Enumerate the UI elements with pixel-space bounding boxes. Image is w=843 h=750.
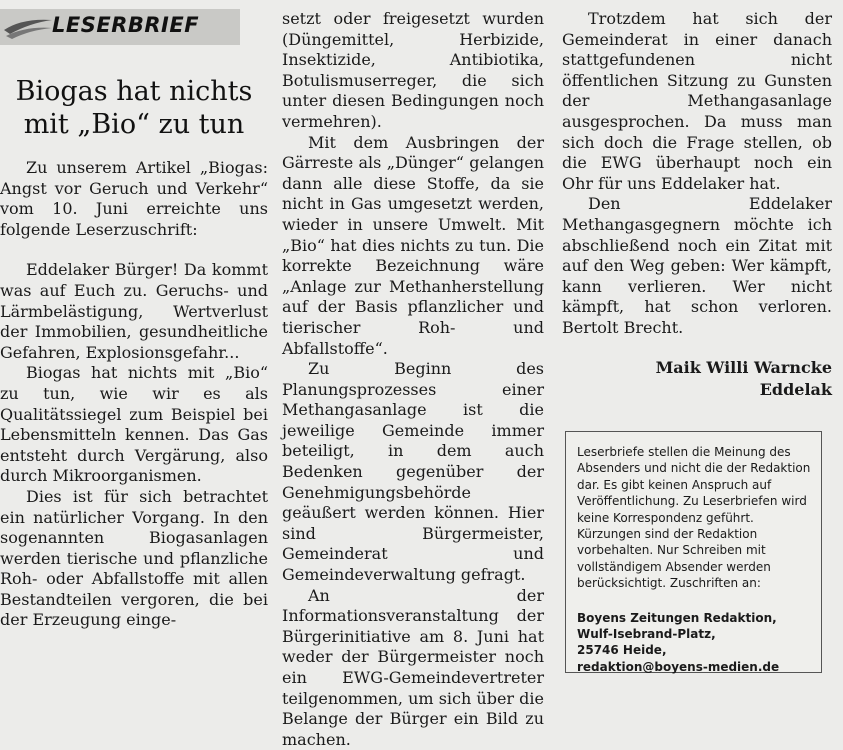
editorial-notice-box xyxy=(565,431,822,673)
notice-address xyxy=(577,610,811,676)
letter-paragraph: An der Informationsveranstaltung der Bürgerinitiative am 8. Juni hat weder der Bürgermeister noch ein EWG-Gemeindevertreter teilgenommen, um sich über die Belange der Bürger ein Bild zu machen. xyxy=(282,585,544,749)
author-name: Maik Willi Warncke xyxy=(655,357,832,377)
section-tag-label: LESERBRIEF xyxy=(52,13,200,37)
intro-paragraph: Zu unserem Artikel „Biogas: Angst vor Geruch und Verkehr“ vom 10. Juni erreichte uns folgende Leserzuschrift: xyxy=(0,158,268,239)
letter-paragraph: Mit dem Ausbringen der Gärreste als „Dünger“ gelangen dann alle diese Stoffe, da sie nicht in Gas umgesetzt werden, wieder in unsere Umwelt. Mit „Bio“ hat dies nichts zu tun. Die korrekte Bezeichnung wäre „Anlage zur Methanherstellung auf der Basis pflanzlicher und tierischer Roh- und Abfallstoffe“. xyxy=(282,132,544,358)
author-place: Eddelak xyxy=(759,379,832,399)
column-3 xyxy=(562,9,832,401)
letter-paragraph: Dies ist für sich betrachtet ein natürlicher Vorgang. In den sogenannten Biogasanlagen werden tierische und pflanzliche Roh- oder Abfallstoffe mit allen Bestandteilen vergoren, die bei der Erzeugung einge- xyxy=(0,486,268,630)
letter-paragraph: Den Eddelaker Methangasgegnern möchte ich abschließend noch ein Zitat mit auf den Weg geben: Wer kämpft, kann verlieren. Wer nicht kämpft, hat schon verloren. Bertolt Brecht. xyxy=(562,194,832,337)
notice-text: Leserbriefe stellen die Meinung des Absenders und nicht die der Redaktion dar. Es gibt keinen Anspruch auf Veröffentlichung. Zu Leserbriefen wird keine Korrespondenz geführt. Kürzungen sind der Redaktion vorbehalten. Nur Schreiben mit vollständigem Absender werden berücksichtigt. Zuschriften an: xyxy=(577,445,811,591)
letter-paragraph: Trotzdem hat sich der Gemeinderat in einer danach stattgefundenen nicht öffentlichen Sitzung zu Gunsten der Methangasanlage ausgesprochen. Da muss man sich doch die Frage stellen, ob die EWG überhaupt noch ein Ohr für uns Eddelaker hat. xyxy=(562,9,832,193)
address-line: Boyens Zeitungen Redaktion, xyxy=(577,610,777,625)
address-line: Wulf-Isebrand-Platz, xyxy=(577,627,716,642)
letter-paragraph: Biogas hat nichts mit „Bio“ zu tun, wie wir es als Qualitätssiegel zum Beispiel bei Lebensmitteln kennen. Das Gas entsteht durch Vergärung, also durch Mikroorganismen. xyxy=(0,363,268,486)
letter-paragraph: Zu Beginn des Planungsprozesses einer Methangasanlage ist die jeweilige Gemeinde immer beteiligt, in dem auch Bedenken gegenüber der Genehmigungsbehörde geäußert werden können. Hier sind Bürgermeister, Gemeinderat und Gemeindeverwaltung gefragt. xyxy=(282,359,544,585)
swoosh-icon xyxy=(2,14,54,40)
email-address: redaktion@boyens-medien.de xyxy=(577,659,780,674)
column-1 xyxy=(0,0,268,631)
letter-paragraph: setzt oder freigesetzt wurden (Düngemittel, Herbizide, Insektizide, Antibiotika, Botulismuserreger, die sich unter diesen Bedingungen noch vermehren). xyxy=(282,9,544,131)
page-title: Biogas hat nichts mit „Bio“ zu tun xyxy=(15,76,253,140)
section-tag xyxy=(0,4,268,50)
column-2 xyxy=(282,9,544,750)
letter-paragraph: Eddelaker Bürger! Da kommt was auf Euch zu. Geruchs- und Lärmbelästigung, Wertverlust der Immobilien, gesundheitliche Gefahren, Explosionsgefahr... xyxy=(0,260,268,362)
address-line: 25746 Heide, xyxy=(577,643,667,658)
